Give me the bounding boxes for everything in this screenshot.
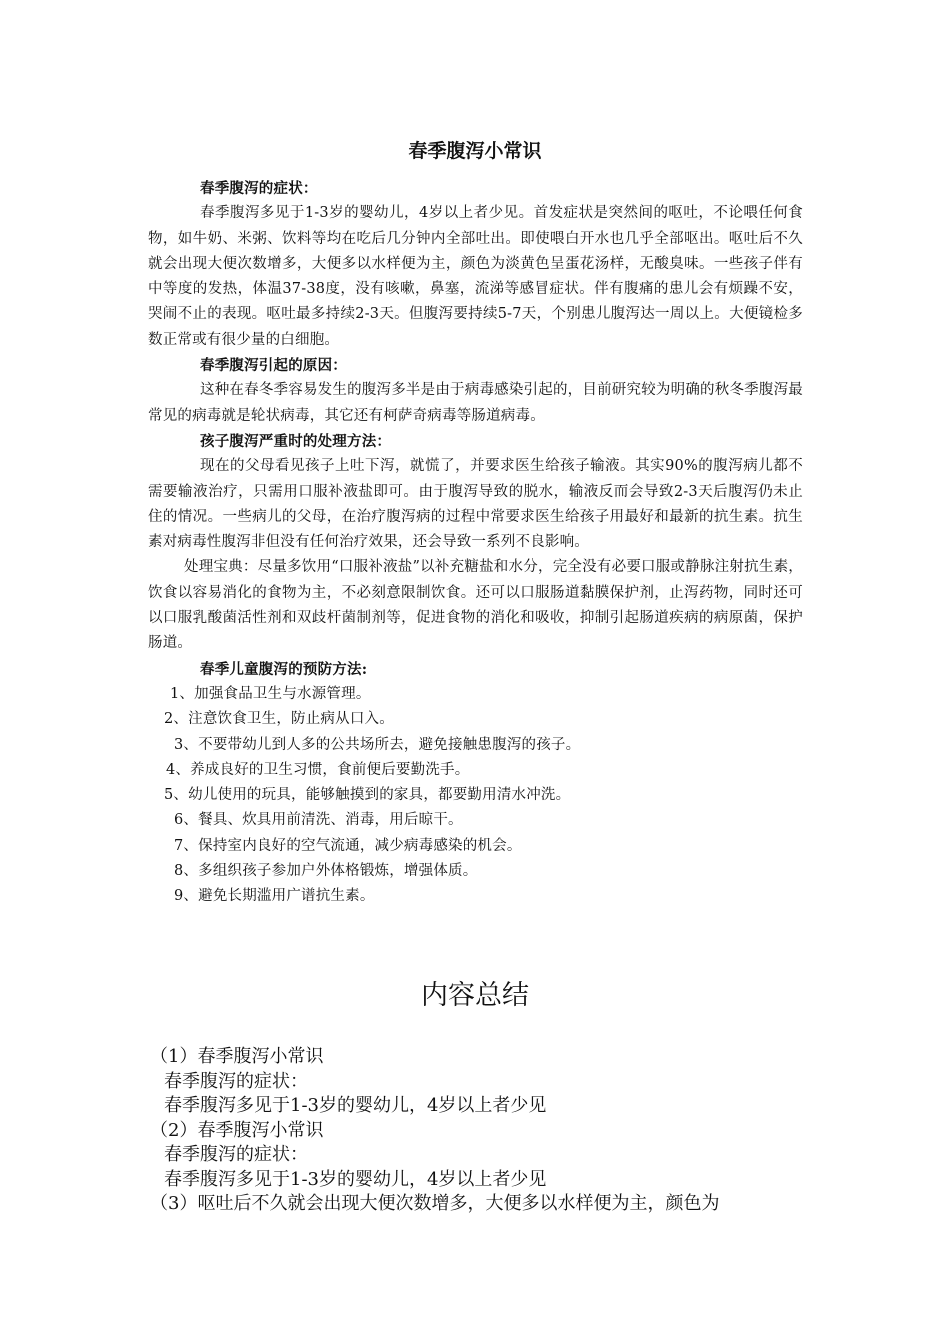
section-heading-symptoms: 春季腹泻的症状： <box>200 180 318 197</box>
summary-list <box>150 1045 830 1217</box>
summary-line: 春季腹泻多见于1-3岁的婴幼儿，4岁以上者少见 <box>164 1168 547 1190</box>
paragraph-treatment: 现在的父母看见孩子上吐下泻，就慌了，并要求医生给孩子输液。其实90%的腹泻病儿都不需要输液治疗，只需用口服补液盐即可。由于腹泻导致的脱水，输液反而会导致2-3天后腹泻仍未止住的情况。一些病儿的父母，在治疗腹泻病的过程中常要求医生给孩子用最好和最新的抗生素。抗生素对病毒性腹泻非但没有任何治疗效果，还会导致一系列不良影响。 <box>148 458 803 551</box>
prevention-item: 7、保持室内良好的空气流通，减少病毒感染的机会。 <box>174 837 522 854</box>
summary-line: 春季腹泻的症状： <box>164 1144 308 1165</box>
prevention-item: 1、加强食品卫生与水源管理。 <box>170 685 371 702</box>
document-body <box>148 176 803 910</box>
paragraph-causes: 这种在春冬季容易发生的腹泻多半是由于病毒感染引起的，目前研究较为明确的秋冬季腹泻最常见的病毒就是轮状病毒，其它还有柯萨奇病毒等肠道病毒。 <box>148 382 803 424</box>
page-title: 春季腹泻小常识 <box>408 140 542 162</box>
prevention-item: 6、餐具、炊具用前清洗、消毒，用后晾干。 <box>174 812 463 829</box>
prevention-item: 4、养成良好的卫生习惯，食前便后要勤洗手。 <box>166 761 470 778</box>
summary-title: 内容总结 <box>421 980 529 1011</box>
prevention-item: 5、幼儿使用的玩具，能够触摸到的家具，都要勤用清水冲洗。 <box>164 787 571 804</box>
prevention-item: 9、避免长期滥用广谱抗生素。 <box>174 888 375 905</box>
prevention-item: 8、多组织孩子参加户外体格锻炼，增强体质。 <box>174 863 478 880</box>
summary-line: （1）春季腹泻小常识 <box>150 1046 324 1067</box>
section-heading-prevention: 春季儿童腹泻的预防方法: <box>200 660 368 678</box>
prevention-item: 2、注意饮食卫生，防止病从口入。 <box>164 711 394 728</box>
summary-line: （2）春季腹泻小常识 <box>150 1119 324 1141</box>
paragraph-treatment-tips: 处理宝典：尽量多饮用“口服补液盐”以补充糖盐和水分，完全没有必要口服或静脉注射抗生素，饮食以容易消化的食物为主，不必刻意限制饮食。还可以口服肠道黏膜保护剂，止泻药物，同时还可以口服乳酸菌活性剂和双歧杆菌制剂等，促进食物的消化和吸收，抑制引起肠道疾病的病原菌，保护肠道。 <box>148 559 803 652</box>
prevention-item: 3、不要带幼儿到人多的公共场所去，避免接触患腹泻的孩子。 <box>174 736 581 753</box>
summary-line: 春季腹泻多见于1-3岁的婴幼儿，4岁以上者少见 <box>164 1095 547 1116</box>
section-heading-causes: 春季腹泻引起的原因： <box>200 357 347 375</box>
paragraph-symptoms: 春季腹泻多见于1-3岁的婴幼儿，4岁以上者少见。首发症状是突然间的呕吐，不论喂任何食物，如牛奶、米粥、饮料等均在吃后几分钟内全部吐出。即使喂白开水也几乎全部呕出。呕吐后不久就会出现大便次数增多，大便多以水样便为主，颜色为淡黄色呈蛋花汤样，无酸臭味。一些孩子伴有中等度的发热，体温37-38度，没有咳嗽，鼻塞，流涕等感冒症状。伴有腹痛的患儿会有烦躁不安，哭闹不止的表现。呕吐最多持续2-3天。但腹泻要持续5-7天，个别患儿腹泻达一周以上。大便镜检多数正常或有很少量的白细胞。 <box>148 205 803 348</box>
summary-line: 春季腹泻的症状： <box>164 1070 308 1092</box>
summary-line: （3）呕吐后不久就会出现大便次数增多，大便多以水样便为主，颜色为 <box>150 1193 720 1214</box>
section-heading-treatment: 孩子腹泻严重时的处理方法： <box>200 432 392 450</box>
